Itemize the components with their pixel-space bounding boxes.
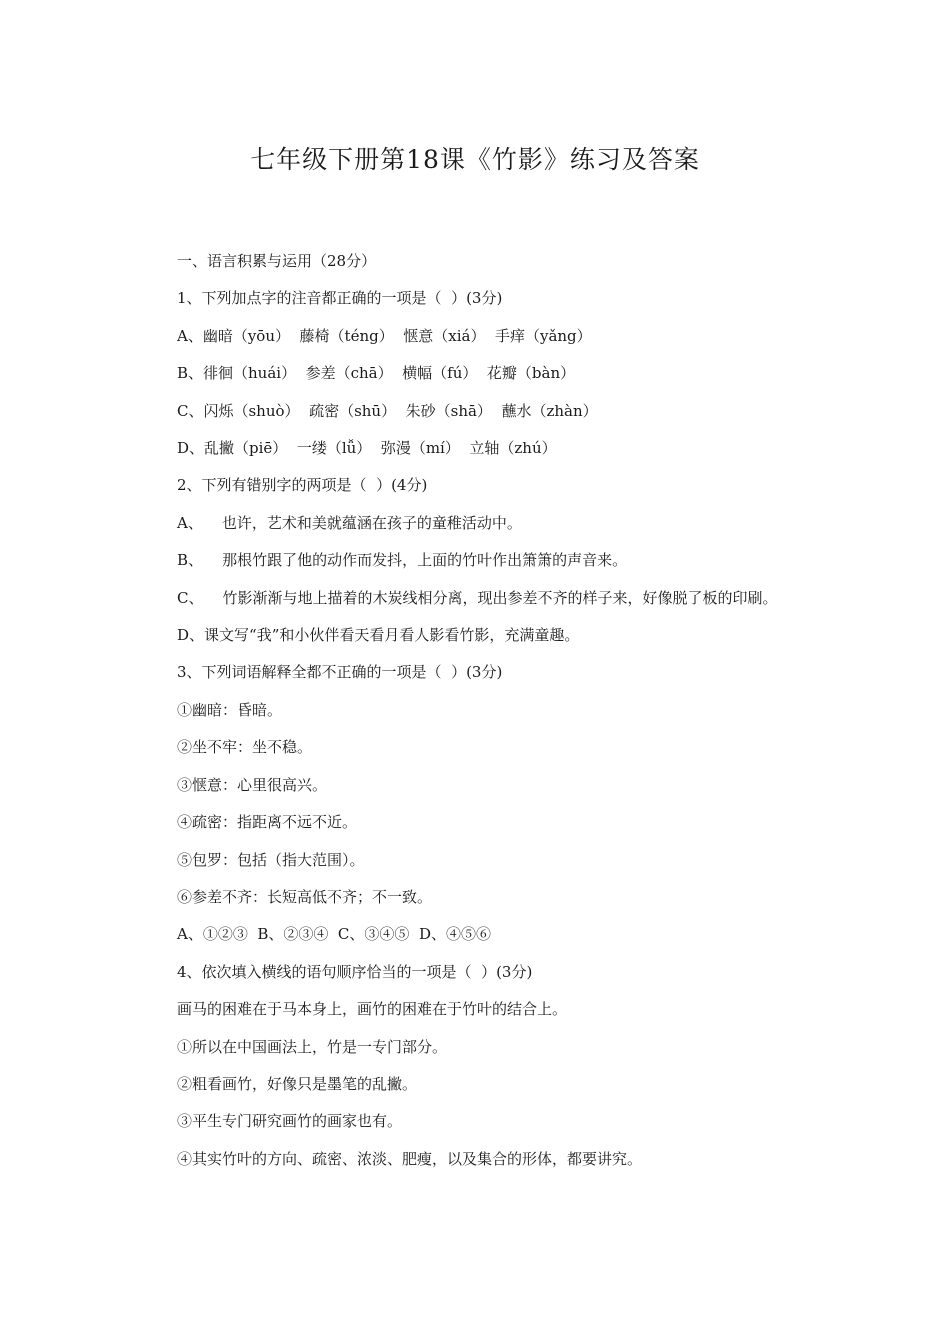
question-4-item-1: ①所以在中国画法上，竹是一专门部分。 <box>177 1037 448 1056</box>
question-1-option-d: D、乱撇（piē） 一缕（lǚ） 弥漫（mí） 立轴（zhú） <box>177 439 557 458</box>
question-2-option-d: D、课文写“我”和小伙伴看天看月看人影看竹影，充满童趣。 <box>177 626 580 645</box>
question-1-option-a: A、幽暗（yōu） 藤椅（téng） 惬意（xiá） 手痒（yǎng） <box>177 326 592 345</box>
question-1-option-c: C、闪烁（shuò） 疏密（shū） 朱砂（shā） 蘸水（zhàn） <box>177 401 598 420</box>
question-3-item-6: ⑥参差不齐：长短高低不齐；不一致。 <box>177 887 433 906</box>
question-3-item-4: ④疏密：指距离不远不近。 <box>177 813 358 832</box>
question-1: 1、下列加点字的注音都正确的一项是（ ）(3分) <box>177 289 503 308</box>
question-4-stem: 画马的困难在于马本身上，画竹的困难在于竹叶的结合上。 <box>177 1000 568 1019</box>
question-3-item-2: ②坐不牢：坐不稳。 <box>177 738 313 757</box>
question-2-option-b: B、 那根竹跟了他的动作而发抖，上面的竹叶作出箫箫的声音来。 <box>177 551 628 570</box>
question-4: 4、依次填入横线的语句顺序恰当的一项是（ ）(3分) <box>177 962 533 981</box>
question-1-option-b: B、徘徊（huái） 参差（chā） 横幅（fú） 花瓣（bàn） <box>177 364 576 383</box>
question-2-option-a: A、 也许，艺术和美就蕴涵在孩子的童稚活动中。 <box>177 513 522 532</box>
question-3-item-5: ⑤包罗：包括（指大范围）。 <box>177 850 365 869</box>
page-title: 七年级下册第18课《竹影》练习及答案 <box>250 145 700 174</box>
document-body <box>144 243 812 1178</box>
question-4-item-3: ③平生专门研究画竹的画家也有。 <box>177 1112 403 1131</box>
question-2-option-c: C、 竹影渐渐与地上描着的木炭线相分离，现出参差不齐的样子来，好像脱了板的印刷。 <box>177 588 778 607</box>
question-3-options: A、①②③ B、②③④ C、③④⑤ D、④⑤⑥ <box>177 925 491 944</box>
section-heading: 一、语言积累与运用（28分） <box>177 252 377 270</box>
question-3-item-1: ①幽暗：昏暗。 <box>177 700 283 719</box>
question-3: 3、下列词语解释全都不正确的一项是（ ）(3分) <box>177 663 503 682</box>
question-3-item-3: ③惬意：心里很高兴。 <box>177 775 328 794</box>
question-4-item-4: ④其实竹叶的方向、疏密、浓淡、肥瘦，以及集合的形体，都要讲究。 <box>177 1149 643 1168</box>
question-4-item-2: ②粗看画竹，好像只是墨笔的乱撇。 <box>177 1074 418 1093</box>
question-2: 2、下列有错别字的两项是（ ）(4分) <box>177 476 428 495</box>
